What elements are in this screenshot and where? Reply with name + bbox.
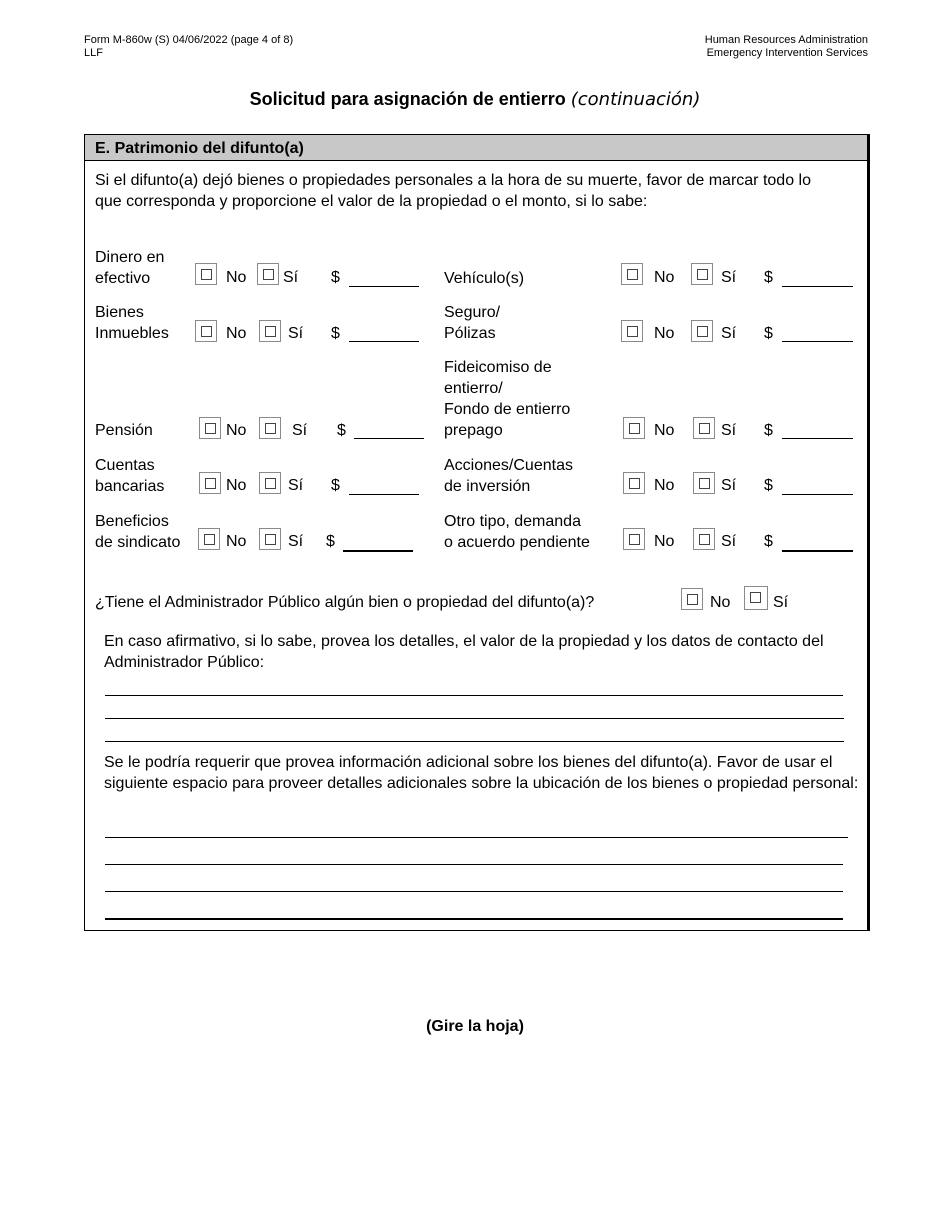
form-header-left bbox=[84, 34, 293, 60]
agency-name: Human Resources Administration bbox=[704, 34, 868, 46]
section-intro: Si el difunto(a) dejó bienes o propiedades personales a la hora de su muerte, favor de marcar todo lo que corresponda y proporcione el valor de la propiedad o el monto, si lo sabe: bbox=[95, 172, 811, 210]
additional-write-line-3[interactable] bbox=[105, 891, 843, 892]
investments-amount-field[interactable] bbox=[782, 494, 853, 495]
asset-label-line1: Dinero en bbox=[95, 249, 165, 266]
investments-no-checkbox[interactable] bbox=[623, 472, 645, 494]
asset-label-line1: Otro tipo, demanda bbox=[444, 513, 581, 530]
other-amount-field[interactable] bbox=[782, 550, 853, 552]
option-no-label: No bbox=[226, 269, 247, 286]
asset-label-line2: Pensión bbox=[95, 422, 153, 439]
details-write-line-3[interactable] bbox=[105, 741, 844, 742]
vehicle-no-checkbox[interactable] bbox=[621, 263, 643, 285]
cash-no-checkbox[interactable] bbox=[195, 263, 217, 285]
bank-accounts-si-checkbox[interactable] bbox=[259, 472, 281, 494]
option-si-label: Sí bbox=[288, 477, 304, 494]
insurance-amount-field[interactable] bbox=[782, 341, 853, 342]
asset-label-line1: Acciones/Cuentas bbox=[444, 457, 573, 474]
title-suffix: (continuación) bbox=[570, 89, 701, 110]
union-benefits-amount-field[interactable] bbox=[343, 550, 413, 552]
details-write-line-2[interactable] bbox=[105, 718, 844, 719]
option-si-label: Sí bbox=[721, 325, 737, 342]
asset-label-line2: Inmuebles bbox=[95, 325, 169, 342]
asset-label-line2: efectivo bbox=[95, 270, 151, 287]
real-estate-si-checkbox[interactable] bbox=[259, 320, 281, 342]
option-no-label: No bbox=[654, 269, 675, 286]
title-main: Solicitud para asignación de entierro bbox=[249, 89, 566, 109]
currency-symbol: $ bbox=[337, 422, 346, 439]
option-si-label: Sí bbox=[721, 533, 737, 550]
form-id: Form M-860w (S) 04/06/2022 (page 4 of 8) bbox=[84, 34, 294, 46]
option-si-label: Sí bbox=[292, 422, 308, 439]
other-si-checkbox[interactable] bbox=[693, 528, 715, 550]
currency-symbol: $ bbox=[764, 325, 773, 342]
option-no-label: No bbox=[226, 533, 247, 550]
additional-info-text: Se le podría requerir que provea información adicional sobre los bienes del difunto(a). Favor de usar el siguiente espacio para proveer detalles adicionales sobre la ubicación de los bienes o propiedad personal: bbox=[104, 754, 859, 792]
insurance-no-checkbox[interactable] bbox=[621, 320, 643, 342]
cash-si-checkbox[interactable] bbox=[257, 263, 279, 285]
option-no-label: No bbox=[654, 325, 675, 342]
insurance-si-checkbox[interactable] bbox=[691, 320, 713, 342]
form-header-right bbox=[705, 34, 868, 60]
union-benefits-si-checkbox[interactable] bbox=[259, 528, 281, 550]
currency-symbol: $ bbox=[331, 477, 340, 494]
asset-label-line1: Vehículo(s) bbox=[444, 270, 525, 287]
option-no-label: No bbox=[226, 422, 247, 439]
real-estate-amount-field[interactable] bbox=[349, 341, 419, 342]
additional-write-line-4[interactable] bbox=[105, 918, 843, 920]
pension-amount-field[interactable] bbox=[354, 438, 424, 439]
turn-page-note: (Gire la hoja) bbox=[426, 1018, 524, 1035]
details-write-line-1[interactable] bbox=[105, 695, 843, 696]
option-si-label: Sí bbox=[288, 533, 304, 550]
asset-label-line1: Beneficios bbox=[95, 513, 169, 530]
option-si-label: Sí bbox=[721, 477, 737, 494]
bank-accounts-no-checkbox[interactable] bbox=[199, 472, 221, 494]
asset-label-line2: de sindicato bbox=[95, 534, 181, 551]
other-no-checkbox[interactable] bbox=[623, 528, 645, 550]
asset-label-line1: Seguro/ bbox=[444, 304, 501, 321]
vehicle-si-checkbox[interactable] bbox=[691, 263, 713, 285]
option-si-label: Sí bbox=[721, 269, 737, 286]
option-no-label: No bbox=[710, 594, 731, 611]
public-admin-si-checkbox[interactable] bbox=[744, 586, 768, 610]
option-si-label: Sí bbox=[773, 594, 789, 611]
real-estate-no-checkbox[interactable] bbox=[195, 320, 217, 342]
option-no-label: No bbox=[654, 422, 675, 439]
public-admin-no-checkbox[interactable] bbox=[681, 588, 703, 610]
asset-label-line2: Pólizas bbox=[444, 325, 496, 342]
pension-si-checkbox[interactable] bbox=[259, 417, 281, 439]
option-no-label: No bbox=[226, 325, 247, 342]
asset-label-line1: Bienes bbox=[95, 304, 144, 321]
asset-label-line4: prepago bbox=[444, 422, 503, 439]
investments-si-checkbox[interactable] bbox=[693, 472, 715, 494]
pension-no-checkbox[interactable] bbox=[199, 417, 221, 439]
asset-label-line1: Fideicomiso de bbox=[444, 359, 552, 376]
currency-symbol: $ bbox=[764, 533, 773, 550]
currency-symbol: $ bbox=[326, 533, 335, 550]
section-heading: E. Patrimonio del difunto(a) bbox=[85, 135, 867, 161]
form-code: LLF bbox=[84, 47, 103, 59]
vehicle-amount-field[interactable] bbox=[782, 286, 853, 287]
union-benefits-no-checkbox[interactable] bbox=[198, 528, 220, 550]
currency-symbol: $ bbox=[331, 269, 340, 286]
asset-label-line2: de inversión bbox=[444, 478, 531, 495]
option-si-label: Sí bbox=[283, 269, 299, 286]
currency-symbol: $ bbox=[331, 325, 340, 342]
burial-fund-si-checkbox[interactable] bbox=[693, 417, 715, 439]
burial-fund-no-checkbox[interactable] bbox=[623, 417, 645, 439]
additional-write-line-1[interactable] bbox=[105, 837, 848, 838]
page-title bbox=[0, 89, 950, 110]
option-si-label: Sí bbox=[288, 325, 304, 342]
section-e-box bbox=[84, 134, 870, 931]
asset-label-line1: Cuentas bbox=[95, 457, 155, 474]
public-admin-question: ¿Tiene el Administrador Público algún bien o propiedad del difunto(a)? bbox=[95, 594, 595, 611]
currency-symbol: $ bbox=[764, 477, 773, 494]
currency-symbol: $ bbox=[764, 422, 773, 439]
cash-amount-field[interactable] bbox=[349, 286, 419, 287]
asset-label-line2: bancarias bbox=[95, 478, 165, 495]
asset-label-line3: Fondo de entierro bbox=[444, 401, 571, 418]
bank-accounts-amount-field[interactable] bbox=[349, 494, 419, 495]
currency-symbol: $ bbox=[764, 269, 773, 286]
asset-label-line2: o acuerdo pendiente bbox=[444, 534, 590, 551]
option-si-label: Sí bbox=[721, 422, 737, 439]
option-no-label: No bbox=[654, 477, 675, 494]
burial-fund-amount-field[interactable] bbox=[782, 438, 853, 439]
public-admin-details-text: En caso afirmativo, si lo sabe, provea los detalles, el valor de la propiedad y los datos de contacto del Administrador Público: bbox=[104, 633, 824, 671]
division-name: Emergency Intervention Services bbox=[706, 47, 868, 59]
option-no-label: No bbox=[226, 477, 247, 494]
asset-label-line2: entierro/ bbox=[444, 380, 503, 397]
option-no-label: No bbox=[654, 533, 675, 550]
additional-write-line-2[interactable] bbox=[105, 864, 843, 865]
